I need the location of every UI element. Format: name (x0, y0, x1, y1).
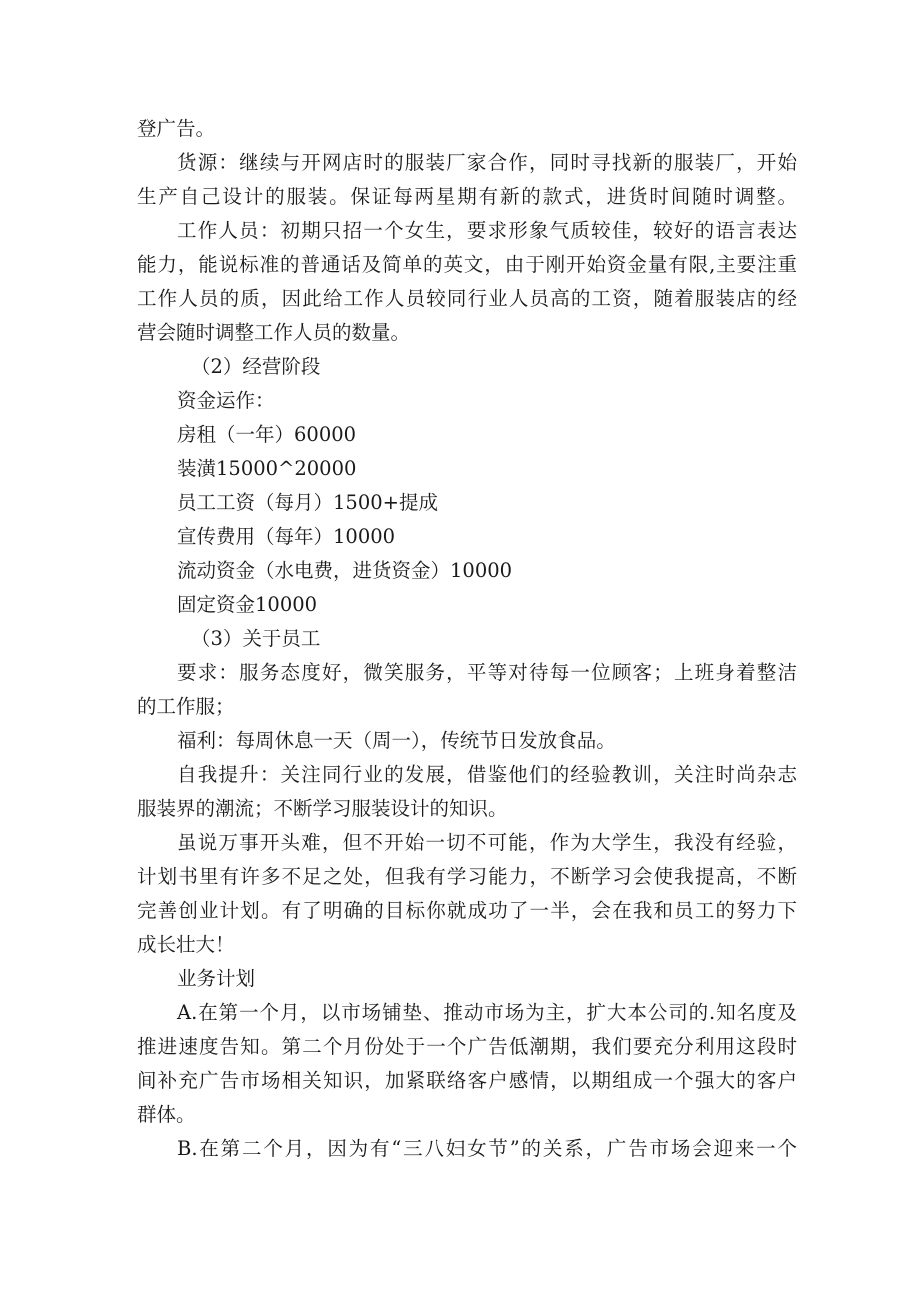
text-line: A.在第一个月，以市场铺垫、推动市场为主，扩大本公司的.知名度及 (177, 1001, 797, 1024)
text-line: 登广告。 (137, 117, 216, 140)
text-line: 福利：每周休息一天（周一），传统节日发放食品。 (177, 729, 616, 752)
budget-item: 房租（一年）60000 (177, 423, 357, 446)
text-line: 的工作服； (137, 695, 235, 718)
text-line: 营会随时调整工作人员的数量。 (137, 321, 411, 344)
text-line: 要求：服务态度好，微笑服务，平等对待每一位顾客；上班身着整洁 (177, 661, 797, 684)
text-line: 服装界的潮流；不断学习服装设计的知识。 (137, 797, 508, 820)
text-line: 成长壮大！ (137, 933, 235, 956)
section-heading: 业务计划 (177, 967, 256, 990)
document-body (137, 112, 797, 1166)
text-line: 工作人员：初期只招一个女生，要求形象气质较佳，较好的语言表达 (177, 219, 797, 242)
text-line: B.在第二个月，因为有“三八妇女节”的关系，广告市场会迎来一个 (177, 1137, 797, 1160)
text-line: 计划书里有许多不足之处，但我有学习能力，不断学习会使我提高，不断 (137, 865, 797, 888)
text-line: 资金运作： (177, 389, 275, 412)
budget-item: 固定资金10000 (177, 593, 318, 616)
budget-item: 员工工资（每月）1500+提成 (177, 491, 438, 514)
text-line: 能力，能说标准的普通话及简单的英文，由于刚开始资金量有限,主要注重 (137, 253, 797, 276)
section-heading: （3）关于员工 (191, 627, 321, 650)
section-heading: （2）经营阶段 (191, 355, 321, 378)
budget-item: 流动资金（水电费，进货资金）10000 (177, 559, 513, 582)
text-line: 自我提升：关注同行业的发展，借鉴他们的经验教训，关注时尚杂志 (177, 763, 797, 786)
text-line: 群体。 (137, 1103, 196, 1126)
text-line: 间补充广告市场相关知识，加紧联络客户感情，以期组成一个强大的客户 (137, 1069, 797, 1092)
text-line: 推进速度告知。第二个月份处于一个广告低潮期，我们要充分利用这段时 (137, 1035, 797, 1058)
text-line: 生产自己设计的服装。保证每两星期有新的款式，进货时间随时调整。 (137, 185, 797, 208)
budget-item: 装潢15000^20000 (177, 457, 357, 480)
text-line: 货源：继续与开网店时的服装厂家合作，同时寻找新的服装厂，开始 (177, 151, 797, 174)
text-line: 工作人员的质，因此给工作人员较同行业人员高的工资，随着服装店的经 (137, 287, 797, 310)
budget-item: 宣传费用（每年）10000 (177, 525, 396, 548)
text-line: 虽说万事开头难，但不开始一切不可能，作为大学生，我没有经验， (177, 831, 797, 854)
text-line: 完善创业计划。有了明确的目标你就成功了一半，会在我和员工的努力下 (137, 899, 797, 922)
